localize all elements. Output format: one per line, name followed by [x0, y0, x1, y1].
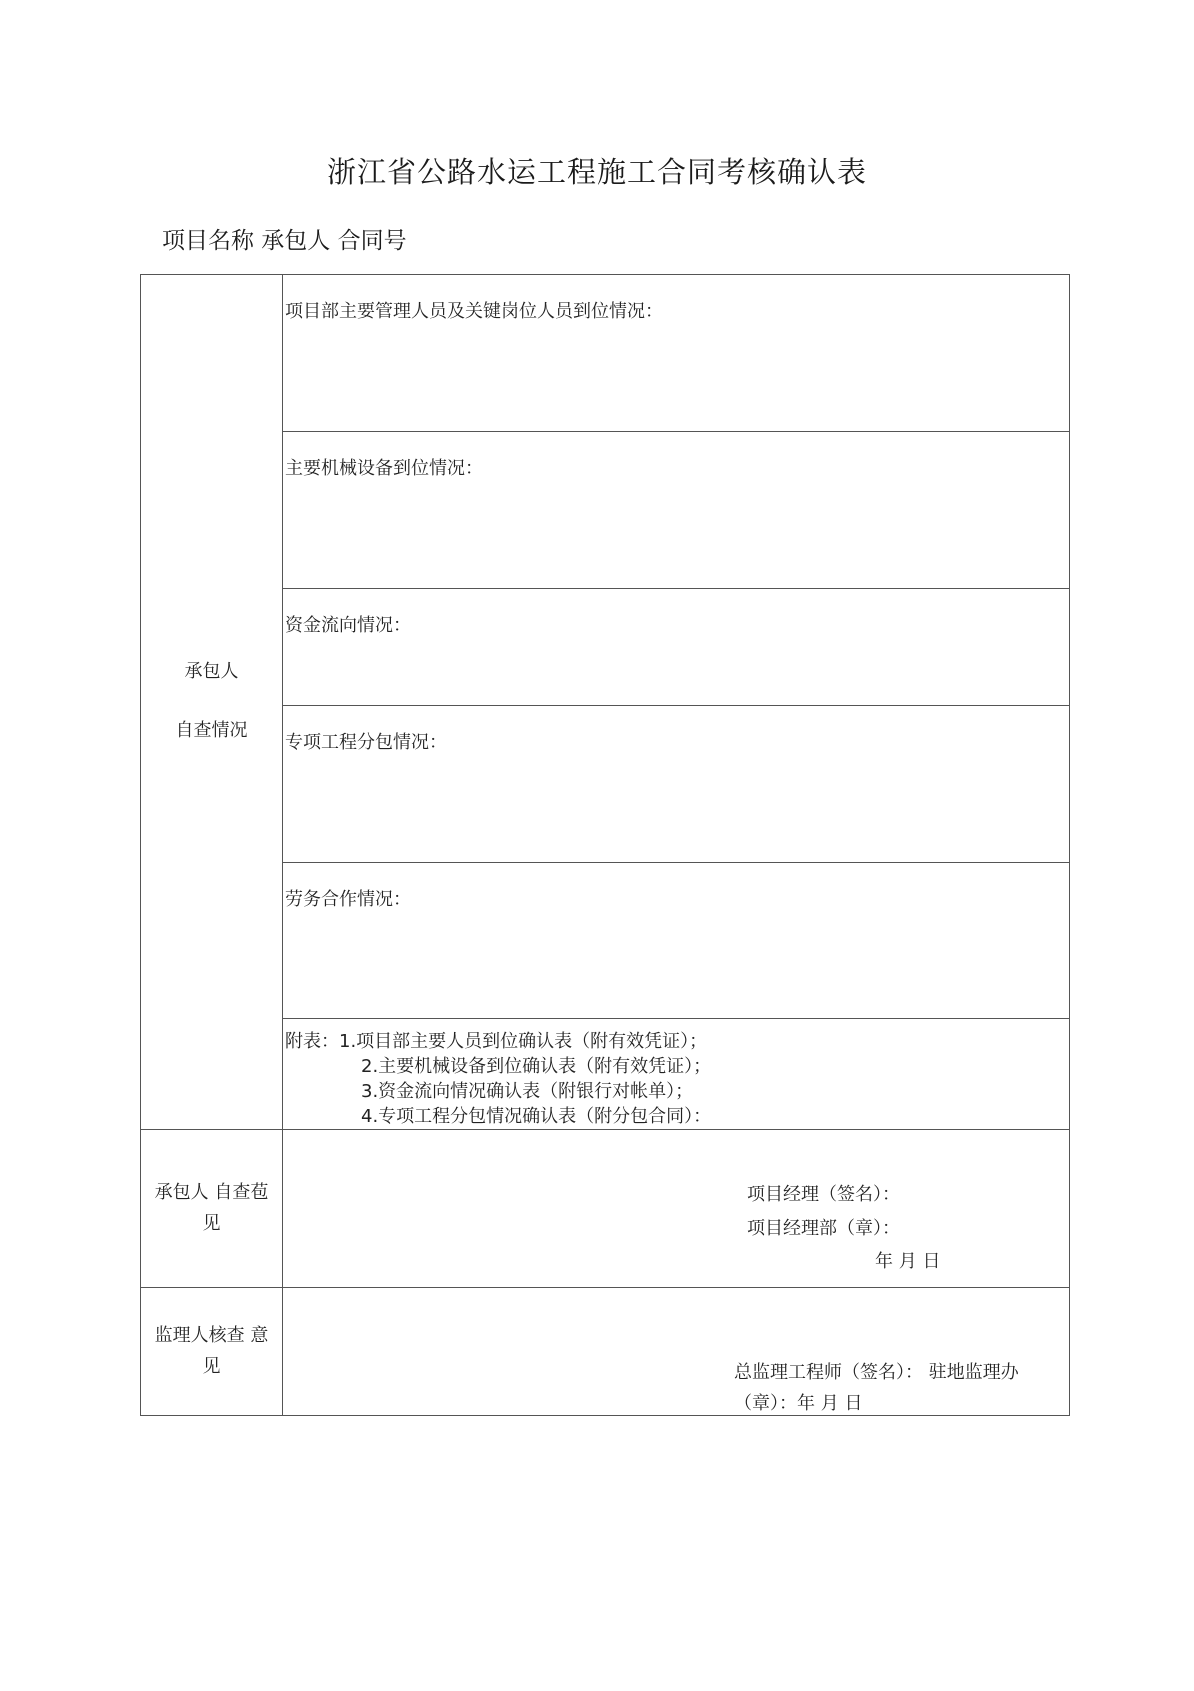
subcontract-section-cell[interactable] [283, 706, 1070, 863]
labor-section-cell[interactable] [283, 863, 1070, 1019]
attachment-item: 3.资金流向情况确认表（附银行对帐单）； [361, 1081, 694, 1102]
form-row-personnel [141, 275, 1070, 432]
page-title: 浙江省公路水运工程施工合同考核确认表 [326, 155, 867, 189]
assessment-form-table [140, 274, 1070, 1416]
supervisor-seal-date-label: （章）：年 月 日 [734, 1393, 863, 1414]
contractor-opinion-cell[interactable] [283, 1130, 1070, 1288]
manager-signature-label: 项目经理（签名）： [747, 1184, 900, 1205]
personnel-section-cell[interactable] [283, 275, 1070, 432]
funds-section-cell[interactable] [283, 589, 1070, 706]
attachments-cell [283, 1019, 1070, 1130]
contractor-opinion-label-line2: 见 [202, 1212, 221, 1234]
equipment-section-label: 主要机械设备到位情况： [285, 458, 483, 479]
self-check-label-line2: 自查情况 [175, 720, 248, 741]
labor-section-label: 劳务合作情况： [285, 889, 411, 910]
contractor-date-label: 年 月 日 [875, 1251, 941, 1272]
supervisor-opinion-label-line2: 见 [202, 1355, 221, 1377]
supervisor-opinion-cell[interactable] [283, 1288, 1070, 1416]
equipment-section-cell[interactable] [283, 432, 1070, 589]
supervisor-opinion-label-cell [141, 1288, 283, 1416]
form-row-contractor-opinion [141, 1130, 1070, 1288]
attachment-item: 2.主要机械设备到位确认表（附有效凭证）； [361, 1056, 712, 1077]
supervisor-opinion-label-line1: 监理人核查 意 [154, 1324, 269, 1346]
project-meta-line: 项目名称 承包人 合同号 [162, 228, 407, 254]
subcontract-section-label: 专项工程分包情况： [285, 732, 447, 753]
attachment-item: 附表：1.项目部主要人员到位确认表（附有效凭证）； [285, 1031, 708, 1052]
personnel-section-label: 项目部主要管理人员及关键岗位人员到位情况： [285, 301, 663, 322]
contractor-opinion-label-cell [141, 1130, 283, 1288]
attachment-item: 4.专项工程分包情况确认表（附分包合同）： [361, 1106, 712, 1127]
chief-supervisor-signature-label: 总监理工程师（签名）： 驻地监理办 [734, 1362, 1019, 1383]
manager-dept-seal-label: 项目经理部（章）： [747, 1218, 900, 1239]
contractor-opinion-label-line1: 承包人 自查苞 [154, 1181, 269, 1203]
self-check-label-cell [141, 275, 283, 1130]
self-check-label-line1: 承包人 [184, 661, 239, 683]
funds-section-label: 资金流向情况： [285, 615, 411, 636]
form-row-supervisor-opinion [141, 1288, 1070, 1416]
